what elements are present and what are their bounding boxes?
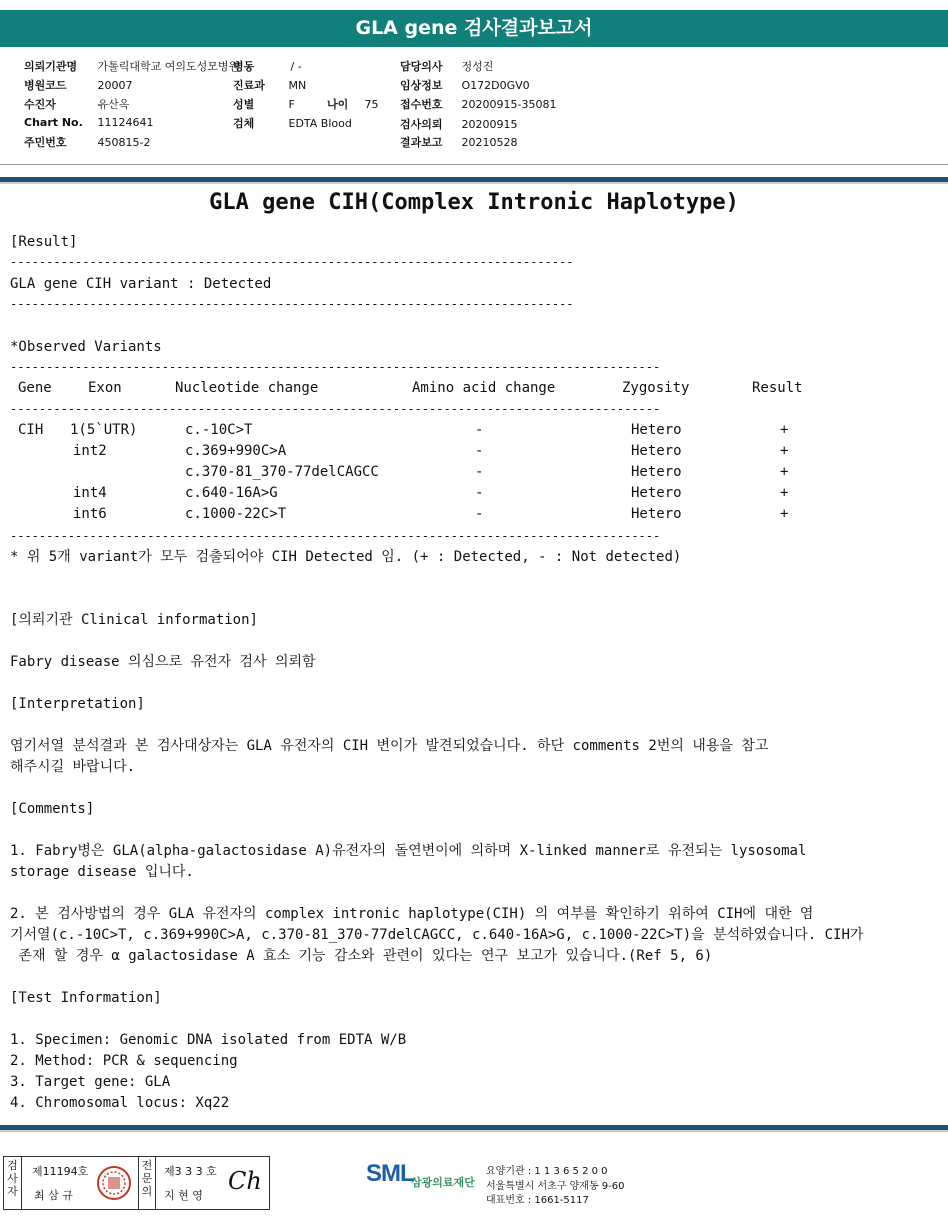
specimen-value: EDTA Blood [288,117,352,130]
interpretation-heading: [Interpretation] [10,696,145,712]
clinical-info-value: O172D0GV0 [461,79,530,92]
report-date-row [400,134,518,150]
test-info-line: 1. Specimen: Genomic DNA isolated from EDTA W/B [10,1032,407,1048]
cell-result: + [780,464,789,480]
ward-label: 병동 [233,60,255,73]
doctor-row [400,58,493,74]
patient-value: 유산옥 [97,98,130,111]
cell-amino: - [475,485,484,501]
cell-zygosity: Hetero [631,485,682,501]
observed-heading: *Observed Variants [10,339,162,355]
age-value: 75 [364,98,379,111]
report-title: GLA gene CIH(Complex Intronic Haplotype) [209,190,739,215]
accession-value: 20200915-35081 [461,98,557,111]
cell-exon: int2 [73,443,107,459]
dash-divider: ------------------------------------------------------------------------------------------ [10,529,661,543]
comment-line: 존재 할 경우 α galactosidase A 효소 기능 감소와 관련이 있다는 연구 보고가 있습니다.(Ref 5, 6) [10,948,713,964]
cell-zygosity: Hetero [631,506,682,522]
cell-exon: 1(5`UTR) [70,422,138,438]
interpretation-line: 염기서열 분석결과 본 검사대상자는 GLA 유전자의 CIH 변이가 발견되었습니다. 하단 comments 2번의 내용을 참고 [10,738,769,754]
inspector-license: 제11194호 [32,1165,89,1178]
cell-amino: - [475,443,484,459]
col-header-exon: Exon [88,380,122,396]
result-heading: [Result] [10,234,78,250]
specialist-name: 지 현 영 [164,1189,203,1202]
divider [0,1130,948,1132]
cell-zygosity: Hetero [631,464,682,480]
institution-row [24,58,239,74]
col-header-result: Result [752,380,803,396]
divider [0,164,948,165]
cell-result: + [780,485,789,501]
accession-row [400,96,556,112]
cell-zygosity: Hetero [631,422,682,438]
comment-line: 2. 본 검사방법의 경우 GLA 유전자의 complex intronic haplotype(CIH) 의 여부를 확인하기 위하여 CIH에 대한 염 [10,906,814,922]
clinical-info-row [400,77,530,93]
cell-zygosity: Hetero [631,443,682,459]
age-row [327,96,379,112]
clinical-text: Fabry disease 의심으로 유전자 검사 의뢰함 [10,654,316,670]
comments-heading: [Comments] [10,801,95,817]
sex-row [233,96,295,112]
inspector-label [4,1157,22,1209]
cell-nucleotide: c.370-81_370-77delCAGCC [185,464,379,480]
cell-exon: int4 [73,485,107,501]
hospital-code-value: 20007 [97,79,133,92]
clinical-info-label: 임상정보 [400,79,443,92]
specimen-label: 검체 [233,117,255,130]
org-address: 서울특별시 서초구 양재동 9-60 [486,1181,625,1192]
institution-value: 가톨릭대학교 여의도성모병원 [97,60,240,73]
interpretation-line: 해주시길 바랍니다. [10,759,136,775]
dash-divider: ------------------------------------------------------------------------------------------ [10,360,661,374]
col-header-nucleotide: Nucleotide change [175,380,319,396]
hospital-code-row [24,77,133,93]
care-institution-no: 요양기관 : 1 1 3 6 5 2 0 0 [486,1166,608,1177]
rrn-row [24,134,150,150]
inspector-label-text: 검사자 [7,1159,18,1198]
patient-label: 수진자 [24,98,56,111]
sex-label: 성별 [233,98,255,111]
cell-amino: - [475,506,484,522]
specimen-row [233,115,352,131]
comment-line: storage disease 입니다. [10,864,194,880]
test-info-line: 4. Chromosomal locus: Xq22 [10,1095,230,1111]
specialist-label [138,1157,156,1209]
cell-exon: int6 [73,506,107,522]
rrn-label: 주민번호 [24,136,67,149]
cell-result: + [780,506,789,522]
sml-logo: SML [366,1160,414,1187]
request-label: 검사의뢰 [400,118,443,131]
cell-result: + [780,422,789,438]
comment-line: 기서열(c.-10C>T, c.369+990C>A, c.370-81_370-77delCAGCC, c.640-16A>G, c.1000-22C>T)을 분석하였습니다. CIH가 [10,927,864,943]
seal-stamp-icon [96,1165,132,1201]
org-name: 삼광의료재단 [411,1176,475,1189]
dash-divider: ------------------------------------------------------------------------------------------ [10,402,661,416]
report-date-label: 결과보고 [400,136,443,149]
inspector-name: 최 삼 규 [34,1189,73,1202]
dept-row [233,77,306,93]
dash-divider: ------------------------------------------------------------------------------ [10,255,574,269]
col-header-zygosity: Zygosity [622,380,690,396]
comment-line: 1. Fabry병은 GLA(alpha-galactosidase A)유전자의 돌연변이에 의하며 X-linked manner로 유전되는 lysosomal [10,843,807,859]
result-line: GLA gene CIH variant : Detected [10,276,272,292]
cell-nucleotide: c.640-16A>G [185,485,278,501]
divider [0,182,948,184]
col-header-gene: Gene [18,380,52,396]
cell-amino: - [475,422,484,438]
sex-value: F [288,98,295,111]
footnote: * 위 5개 variant가 모두 검출되어야 CIH Detected 임. (+ : Detected, - : Not detected) [10,549,682,565]
report-date-value: 20210528 [461,136,518,149]
test-info-line: 3. Target gene: GLA [10,1074,171,1090]
specialist-license: 제3 3 3 호 [164,1165,217,1178]
report-header-title: GLA gene 검사결과보고서 [0,10,948,47]
chart-label: Chart No. [24,116,83,129]
test-info-line: 2. Method: PCR & sequencing [10,1053,238,1069]
chart-row [24,116,154,129]
hospital-code-label: 병원코드 [24,79,67,92]
signature: Ch [228,1167,262,1195]
dept-value: MN [288,79,307,92]
chart-value: 11124641 [97,116,154,129]
specialist-label-text: 전문의 [141,1159,153,1198]
rrn-value: 450815-2 [97,136,151,149]
cell-amino: - [475,464,484,480]
ward-row [233,58,302,74]
patient-row [24,96,129,112]
signature-box [3,1156,270,1210]
request-value: 20200915 [461,118,518,131]
col-header-amino: Amino acid change [412,380,556,396]
cell-gene: CIH [18,422,44,438]
accession-label: 접수번호 [400,98,443,111]
cell-nucleotide: c.1000-22C>T [185,506,287,522]
dept-label: 진료과 [233,79,265,92]
test-info-heading: [Test Information] [10,990,162,1006]
clinical-heading: [의뢰기관 Clinical information] [10,612,258,628]
ward-value: / - [290,60,302,73]
dash-divider: ------------------------------------------------------------------------------ [10,297,574,311]
doctor-label: 담당의사 [400,60,443,73]
cell-result: + [780,443,789,459]
cell-nucleotide: c.369+990C>A [185,443,287,459]
age-label: 나이 [327,98,349,111]
institution-label: 의뢰기관명 [24,60,78,73]
doctor-value: 정성진 [461,60,494,73]
cell-nucleotide: c.-10C>T [185,422,253,438]
org-phone: 대표번호 : 1661-5117 [486,1195,589,1206]
request-row [400,116,518,132]
